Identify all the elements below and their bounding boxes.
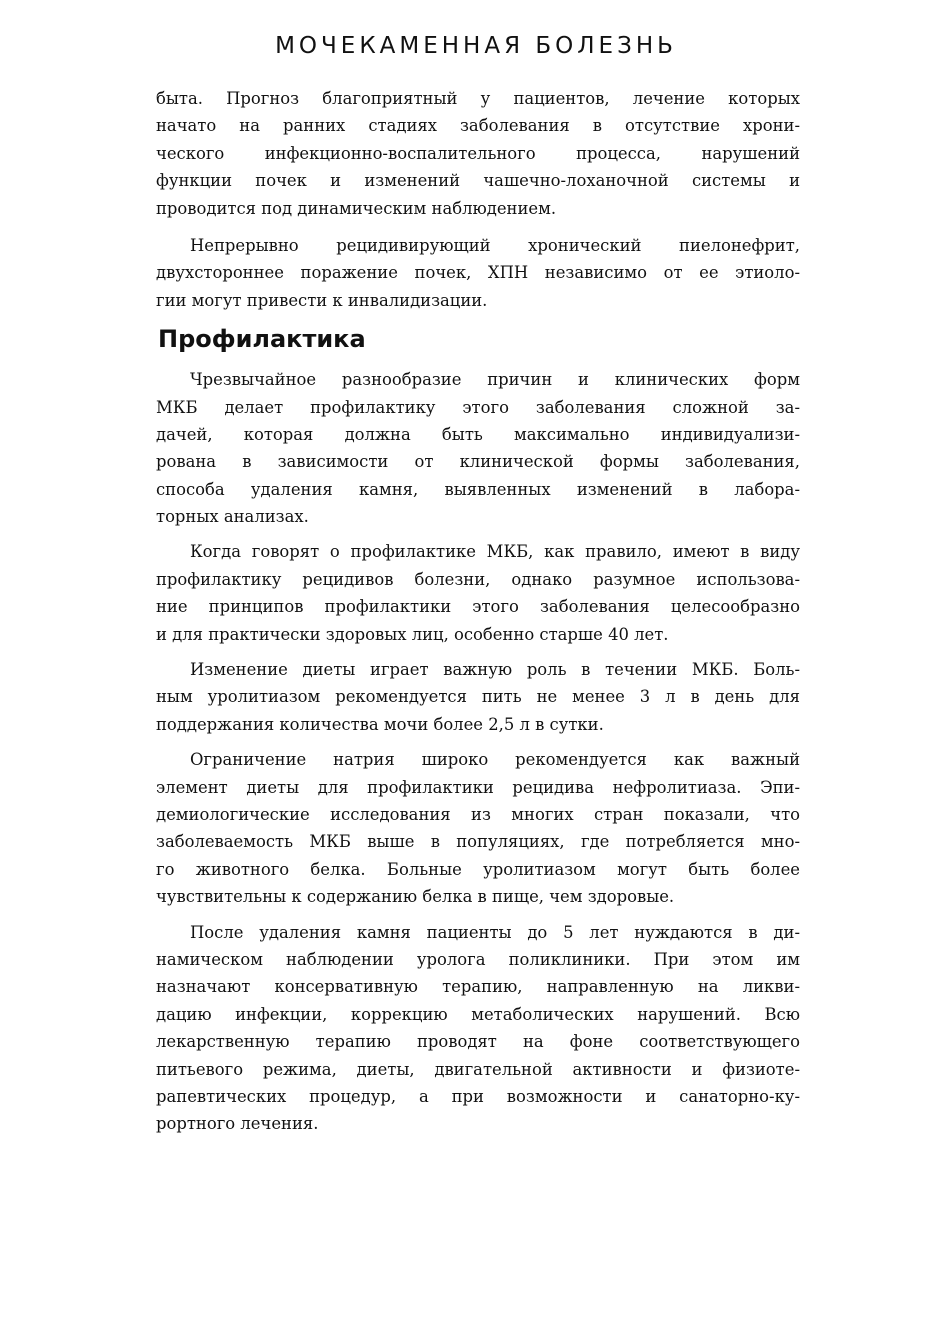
text-line: рапевтических процедур, а при возможности и санаторно-ку- bbox=[156, 1086, 800, 1106]
text-line: проводится под динамическим наблюдением. bbox=[156, 198, 557, 218]
text-line: Непрерывно рецидивирующий хронический пиелонефрит, bbox=[190, 235, 800, 255]
text-line: двухстороннее поражение почек, ХПН независимо от ее этиоло- bbox=[156, 263, 800, 283]
section-heading: Профилактика bbox=[158, 325, 366, 354]
text-line: гии могут привести к инвалидизации. bbox=[156, 290, 488, 310]
text-line: намическом наблюдении уролога поликлиники. При этом им bbox=[156, 949, 800, 969]
text-line: го животного белка. Больные уролитиазом могут быть более bbox=[156, 859, 800, 879]
paragraph bbox=[156, 656, 800, 738]
text-line: функции почек и изменений чашечно-лоханочной системы и bbox=[156, 171, 800, 191]
text-line: демиологические исследования из многих стран показали, что bbox=[156, 804, 800, 824]
page-body bbox=[156, 85, 800, 1146]
text-line: рортного лечения. bbox=[156, 1114, 319, 1134]
text-line: МКБ делает профилактику этого заболевания сложной за- bbox=[156, 397, 800, 417]
paragraph bbox=[156, 919, 800, 1138]
text-line: ным уролитиазом рекомендуется пить не менее 3 л в день для bbox=[156, 687, 800, 707]
text-line: Ограничение натрия широко рекомендуется как важный bbox=[190, 750, 800, 770]
text-line: профилактику рецидивов болезни, однако разумное использова- bbox=[156, 569, 800, 589]
paragraph bbox=[156, 746, 800, 910]
text-line: торных анализах. bbox=[156, 507, 309, 527]
text-line: лекарственную терапию проводят на фоне соответствующего bbox=[156, 1032, 800, 1052]
text-line: способа удаления камня, выявленных изменений в лабора- bbox=[156, 479, 800, 499]
text-line: начато на ранних стадиях заболевания в отсутствие хрони- bbox=[156, 116, 800, 136]
text-line: ческого инфекционно-воспалительного процесса, нарушений bbox=[156, 143, 800, 163]
text-line: дачей, которая должна быть максимально индивидуализи- bbox=[156, 424, 800, 444]
text-line: Изменение диеты играет важную роль в течении МКБ. Боль- bbox=[190, 660, 800, 680]
text-line: рована в зависимости от клинической формы заболевания, bbox=[156, 452, 800, 472]
paragraph bbox=[156, 85, 800, 222]
text-line: элемент диеты для профилактики рецидива нефролитиаза. Эпи- bbox=[156, 777, 800, 797]
text-line: чувствительны к содержанию белка в пище, чем здоровые. bbox=[156, 887, 675, 907]
paragraph bbox=[156, 538, 800, 648]
text-line: ние принципов профилактики этого заболевания целесообразно bbox=[156, 597, 800, 617]
text-line: Когда говорят о профилактике МКБ, как правило, имеют в виду bbox=[190, 542, 800, 562]
paragraph bbox=[156, 366, 800, 530]
running-header: МОЧЕКАМЕННАЯ БОЛЕЗНЬ bbox=[275, 33, 677, 59]
text-line: Чрезвычайное разнообразие причин и клинических форм bbox=[190, 370, 800, 390]
text-line: заболеваемость МКБ выше в популяциях, где потребляется мно- bbox=[156, 832, 800, 852]
text-line: поддержания количества мочи более 2,5 л в сутки. bbox=[156, 714, 604, 734]
text-line: и для практически здоровых лиц, особенно старше 40 лет. bbox=[156, 624, 669, 644]
text-line: питьевого режима, диеты, двигательной активности и физиоте- bbox=[156, 1059, 800, 1079]
paragraph bbox=[156, 232, 800, 314]
text-line: дацию инфекции, коррекцию метаболических нарушений. Всю bbox=[156, 1004, 800, 1024]
text-line: назначают консервативную терапию, направленную на ликви- bbox=[156, 977, 800, 997]
text-line: быта. Прогноз благоприятный у пациентов, лечение которых bbox=[156, 89, 800, 108]
text-line: После удаления камня пациенты до 5 лет нуждаются в ди- bbox=[190, 922, 800, 942]
